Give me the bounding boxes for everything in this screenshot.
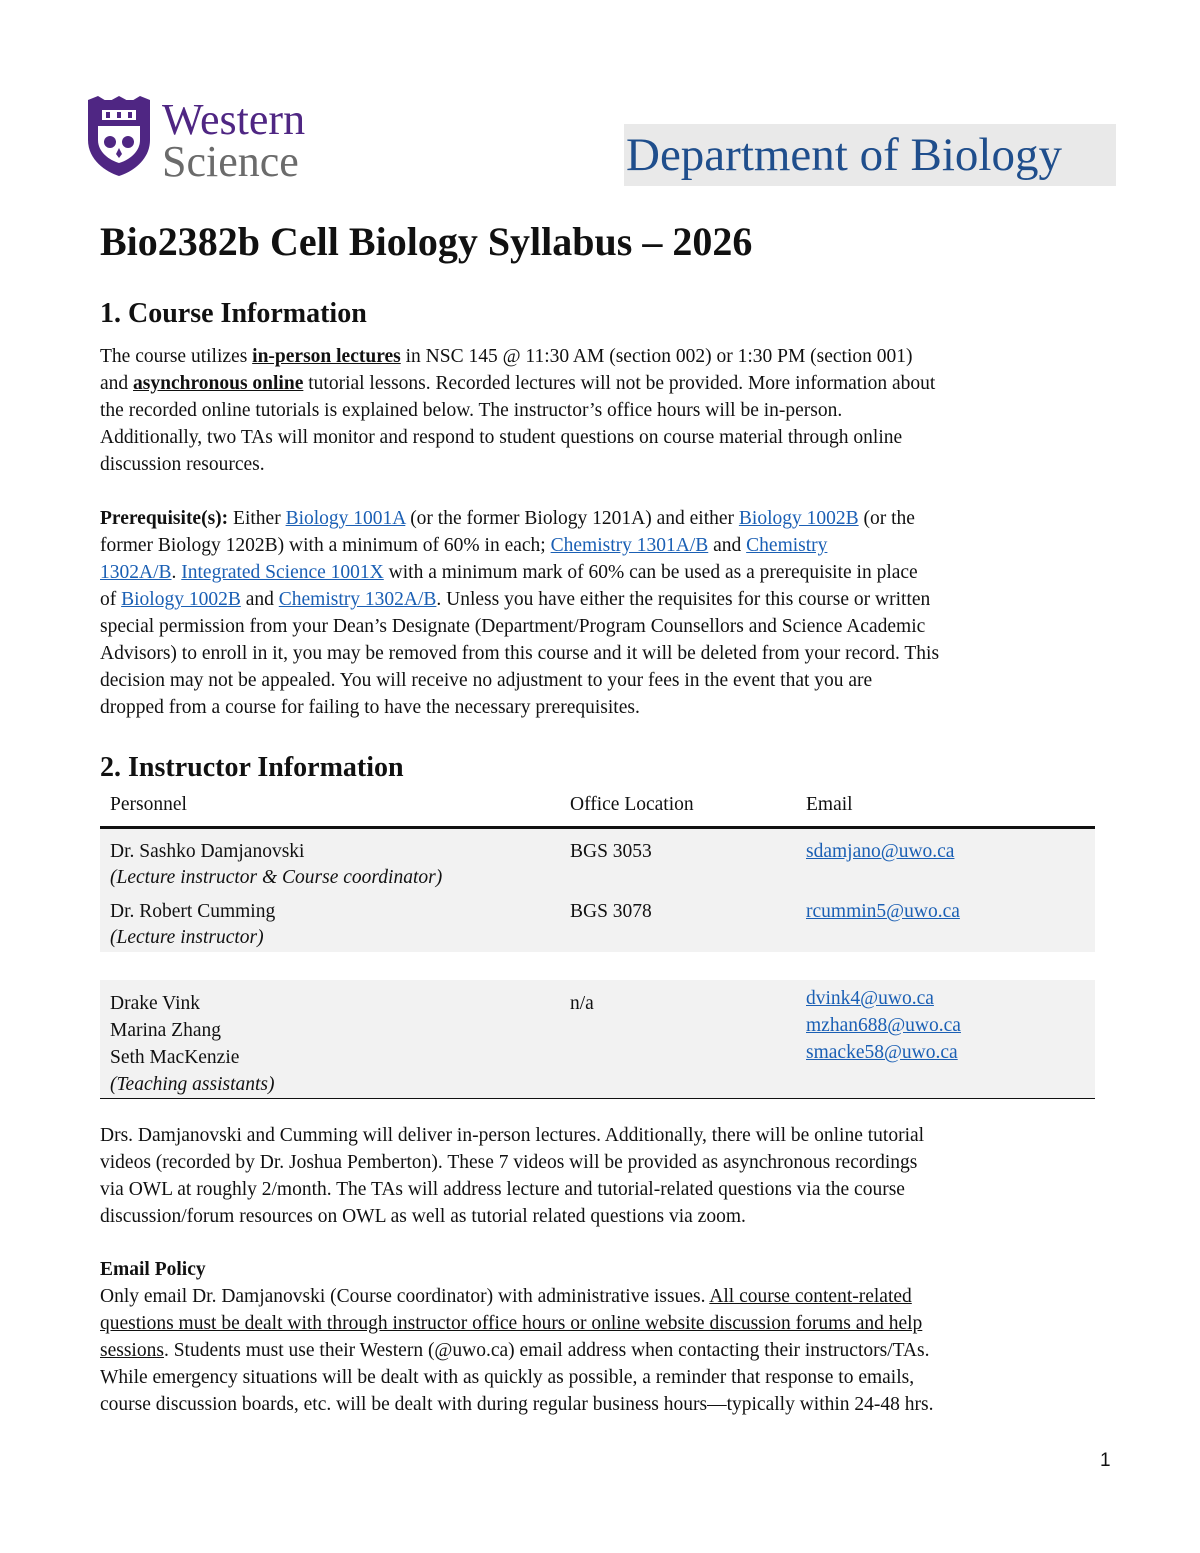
crest-icon (84, 96, 154, 178)
email-link[interactable]: sdamjano@uwo.ca (806, 841, 955, 862)
email-link[interactable]: mzhan688@uwo.ca (806, 1015, 961, 1036)
table-header-row (100, 794, 1095, 828)
email-link[interactable]: rcummin5@uwo.ca (806, 901, 960, 922)
link-biology-1002b[interactable]: Biology 1002B (738, 508, 859, 529)
table-row: Dr. Sashko Damjanovski (Lecture instructor & Course coordinator) BGS 3053 sdamjano@uwo.ca (100, 828, 1095, 894)
table-row: Drake Vink Marina Zhang Seth MacKenzie (Teaching assistants) n/a dvink4@uwo.ca mzhan688@uwo.ca smacke58@uwo.ca (100, 980, 1095, 1099)
table-row: Dr. Robert Cumming (Lecture instructor) BGS 3078 rcummin5@uwo.ca (100, 893, 1095, 952)
link-biology-1002b-2[interactable]: Biology 1002B (121, 589, 241, 610)
col-email: Email (796, 794, 1095, 828)
link-chemistry-1301ab[interactable]: Chemistry 1301A/B (550, 535, 709, 556)
section-2-heading: 2. Instructor Information (100, 752, 404, 783)
prerequisites-paragraph: Prerequisite(s): Either Biology 1001A (or the former Biology 1201A) and either Biology 1002B (or the former Biology 1202B) with a minimum of 60% in each; Chemistry 1301A/B and Chemistry 1302A/B. Integrated Science 1001X with a minimum mark of 60% can be used as a prerequisite in place of Biology 1002B and Chemistry 1302A/B. Unless you have either the requisites for this course or written special permission from your Dean’s Designate (Department/Program Counsellors and Science Academic Advisors) to enroll in it, you may be removed from this course and it will be deleted from your record. This decision may not be appealed. You will receive no adjustment to your fees in the event that you are dropped from a course for failing to have the necessary prerequisites. (100, 508, 940, 718)
course-info-paragraph: The course utilizes in-person lectures in NSC 145 @ 11:30 AM (section 002) or 1:30 PM (section 001) and asynchronous online tutorial lessons. Recorded lectures will not be provided. More information about the recorded online tutorials is explained below. The instructor’s office hours will be in-person. Additionally, two TAs will monitor and respond to student questions on course material through online discussion resources. (100, 346, 936, 475)
col-office: Office Location (560, 794, 796, 828)
delivery-paragraph: Drs. Damjanovski and Cumming will deliver in-person lectures. Additionally, there will be online tutorial videos (recorded by Dr. Joshua Pemberton). These 7 videos will be provided as asynchronous recordings via OWL at roughly 2/month. The TAs will address lecture and tutorial-related questions via the course discussion/forum resources on OWL as well as tutorial related questions via zoom. (100, 1125, 925, 1227)
prereq-label: Prerequisite(s): (100, 508, 229, 529)
link-chemistry-1302ab-cont[interactable]: 1302A/B (100, 562, 172, 583)
page-title: Bio2382b Cell Biology Syllabus – 2026 (100, 219, 753, 264)
logo-word-western: Western (162, 95, 306, 144)
link-chemistry-1302ab[interactable]: Chemistry (746, 535, 828, 556)
email-policy: Email Policy Only email Dr. Damjanovski (Course coordinator) with administrative issues. All course content-related questions must be dealt with through instructor office hours or online website discussion forums and help sessions. Students must use their Western (@uwo.ca) email address when contacting their instructors/TAs. While emergency situations will be dealt with as quickly as possible, a reminder that response to emails, course discussion boards, etc. will be dealt with during regular business hours—typically within 24-48 hrs. (100, 1256, 1120, 1418)
col-personnel: Personnel (100, 794, 560, 828)
email-link[interactable]: smacke58@uwo.ca (806, 1042, 958, 1063)
link-integrated-science-1001x[interactable]: Integrated Science 1001X (181, 562, 384, 583)
instructor-table (100, 794, 1095, 1099)
logo-word-science: Science (162, 137, 299, 186)
western-science-logo (84, 96, 334, 186)
section-1-heading: 1. Course Information (100, 298, 367, 329)
link-biology-1001a[interactable]: Biology 1001A (285, 508, 406, 529)
page-number: 1 (1100, 1450, 1111, 1471)
link-chemistry-1302ab-2[interactable]: Chemistry 1302A/B (278, 589, 437, 610)
email-policy-heading: Email Policy (100, 1259, 206, 1280)
email-link[interactable]: dvink4@uwo.ca (806, 988, 934, 1009)
department-banner: Department of Biology (624, 124, 1116, 186)
